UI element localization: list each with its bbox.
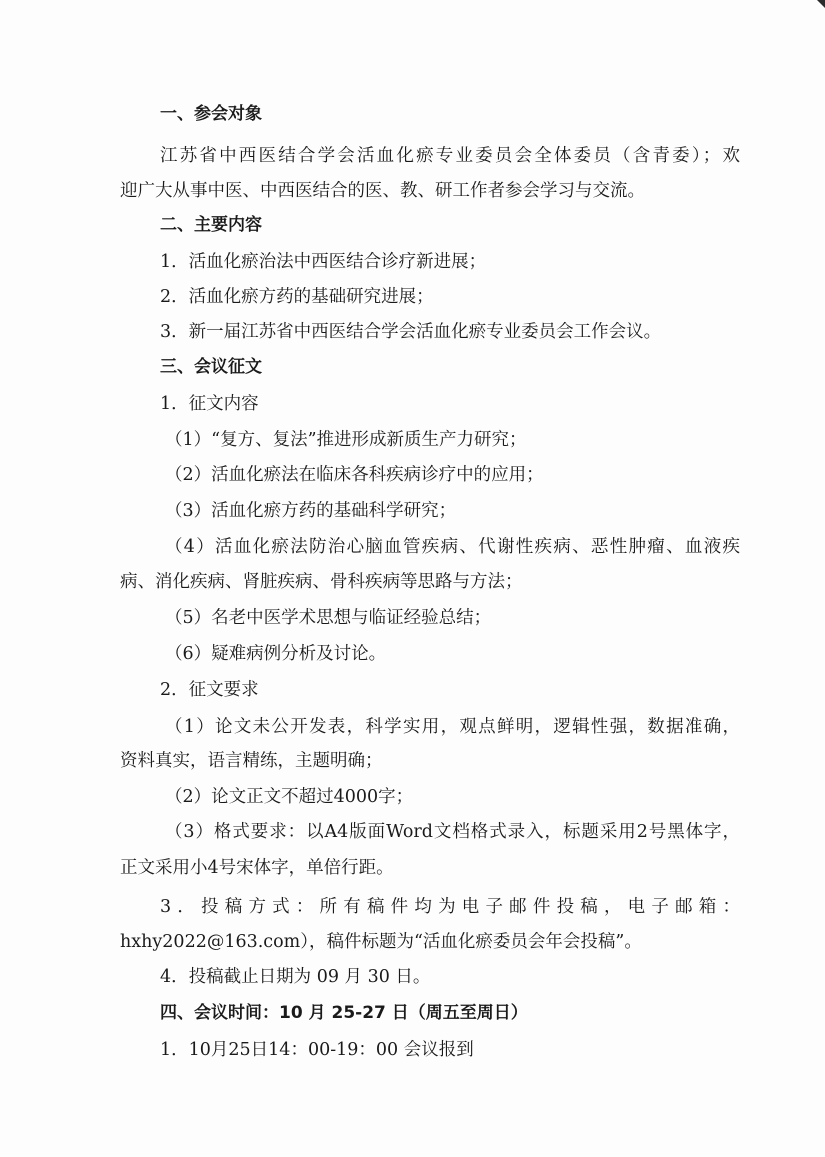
section-heading-call-for-papers: 三、会议征文	[160, 357, 262, 377]
meeting-schedule-item-1: 1．10月25日14：00-19：00 会议报到	[160, 1040, 474, 1060]
paper-requirement-1-line-1: （1）论文未公开发表，科学实用，观点鲜明，逻辑性强，数据准确，	[165, 717, 740, 737]
submission-method-line-1: 3．投稿方式：所有稿件均为电子邮件投稿，电子邮箱：	[160, 897, 740, 917]
paper-requirement-3-line-1: （3）格式要求：以A4版面Word文档格式录入，标题采用2号黑体字，	[165, 822, 740, 842]
paper-topic-1: （1）“复方、复法”推进形成新质生产力研究；	[165, 430, 527, 450]
participants-text-line-1: 江苏省中西医结合学会活血化瘀专业委员会全体委员（含青委）；欢	[160, 146, 740, 166]
paper-requirement-2: （2）论文正文不超过4000字；	[165, 787, 414, 807]
participants-text-line-2: 迎广大从事中医、中西医结合的医、教、研工作者参会学习与交流。	[120, 181, 645, 201]
paper-requirement-3-line-2: 正文采用小4号宋体字，单倍行距。	[120, 858, 394, 878]
section-heading-main-content: 二、主要内容	[160, 215, 262, 235]
paper-topic-2: （2）活血化瘀法在临床各科疾病诊疗中的应用；	[165, 465, 544, 485]
paper-topic-6: （6）疑难病例分析及讨论。	[165, 644, 387, 664]
section-heading-participants: 一、参会对象	[160, 104, 262, 124]
paper-topic-4-line-2: 病、消化疾病、肾脏疾病、骨科疾病等思路与方法；	[120, 572, 523, 592]
main-content-item-1: 1．活血化瘀治法中西医结合诊疗新进展；	[160, 252, 487, 272]
paper-requirements-subheading: 2．征文要求	[160, 680, 259, 700]
paper-topic-3: （3）活血化瘀方药的基础科学研究；	[165, 501, 457, 521]
scan-corner-mark	[817, 0, 825, 8]
paper-requirement-1-line-2: 资料真实，语言精练，主题明确；	[120, 751, 383, 771]
main-content-item-3: 3．新一届江苏省中西医结合学会活血化瘀专业委员会工作会议。	[160, 322, 662, 342]
paper-topic-5: （5）名老中医学术思想与临证经验总结；	[165, 608, 492, 628]
submission-method-line-2: hxhy2022@163.com），稿件标题为“活血化瘀委员会年会投稿”。	[120, 932, 642, 952]
submission-deadline: 4．投稿截止日期为 09 月 30 日。	[160, 967, 431, 987]
section-heading-meeting-time: 四、会议时间：10 月 25-27 日（周五至周日）	[160, 1003, 528, 1023]
main-content-item-2: 2．活血化瘀方药的基础研究进展；	[160, 287, 434, 307]
paper-topic-4-line-1: （4）活血化瘀法防治心脑血管疾病、代谢性疾病、恶性肿瘤、血液疾	[165, 537, 740, 557]
paper-topics-subheading: 1．征文内容	[160, 394, 259, 414]
